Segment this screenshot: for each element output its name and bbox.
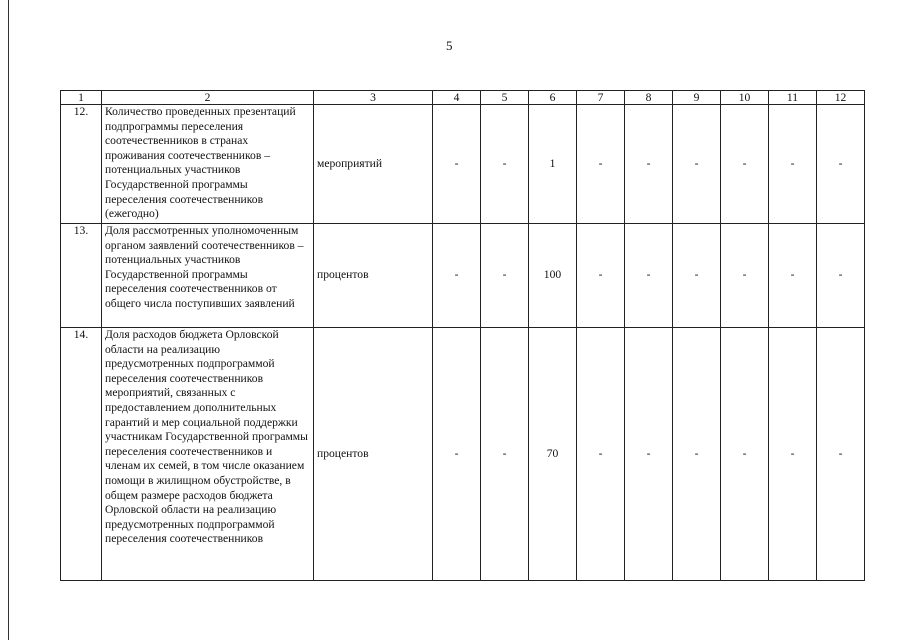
column-header: 10 (721, 91, 769, 105)
unit-cell: процентов (314, 328, 433, 581)
value-cell: - (481, 328, 529, 581)
row-number: 13. (61, 224, 102, 328)
page-number: 5 (446, 38, 453, 53)
column-header: 8 (625, 91, 673, 105)
value-cell: - (625, 224, 673, 328)
value-cell: - (433, 328, 481, 581)
table-row (61, 328, 865, 581)
column-header: 4 (433, 91, 481, 105)
column-header: 2 (102, 91, 314, 105)
indicator-description: Доля рассмотренных уполномоченным органом заявлений соотечественников – потенциальных участников Государственной программы переселения соотечественников от общего числа поступивших заявлений (102, 224, 314, 328)
indicator-description: Доля расходов бюджета Орловской области на реализацию предусмотренных подпрограммой переселения соотечественников мероприятий, связанных с предоставлением дополнительных гарантий и мер социальной поддержки участникам Государственной программы переселения соотечественников и членам их семей, в том числе оказанием помощи в жилищном обустройстве, в общем размере расходов бюджета Орловской области на реализацию предусмотренных подпрограммой переселения соотечественников (102, 328, 314, 581)
unit-cell: процентов (314, 224, 433, 328)
indicators-table (60, 90, 865, 581)
value-cell: - (433, 105, 481, 224)
value-cell: - (673, 328, 721, 581)
value-cell: - (721, 105, 769, 224)
column-header: 6 (529, 91, 577, 105)
unit-cell: мероприятий (314, 105, 433, 224)
value-cell: - (433, 224, 481, 328)
column-header: 3 (314, 91, 433, 105)
value-cell: 1 (529, 105, 577, 224)
value-cell: - (817, 328, 865, 581)
table-row (61, 224, 865, 328)
value-cell: - (769, 224, 817, 328)
value-cell: - (673, 224, 721, 328)
value-cell: - (769, 328, 817, 581)
column-header: 5 (481, 91, 529, 105)
row-number: 14. (61, 328, 102, 581)
value-cell: - (481, 224, 529, 328)
value-cell: - (721, 224, 769, 328)
row-number: 12. (61, 105, 102, 224)
column-header: 12 (817, 91, 865, 105)
value-cell: - (625, 328, 673, 581)
column-number-row (61, 91, 865, 105)
value-cell: - (769, 105, 817, 224)
value-cell: - (673, 105, 721, 224)
column-header: 7 (577, 91, 625, 105)
value-cell: - (481, 105, 529, 224)
column-header: 9 (673, 91, 721, 105)
value-cell: - (577, 224, 625, 328)
value-cell: 70 (529, 328, 577, 581)
value-cell: 100 (529, 224, 577, 328)
value-cell: - (625, 105, 673, 224)
value-cell: - (817, 105, 865, 224)
value-cell: - (817, 224, 865, 328)
left-margin-rule (8, 0, 9, 640)
value-cell: - (577, 328, 625, 581)
indicator-description: Количество проведенных презентаций подпрограммы переселения соотечественников в странах проживания соотечественников – потенциальных участников Государственной программы переселения соотечественников (ежегодно) (102, 105, 314, 224)
column-header: 1 (61, 91, 102, 105)
table-row (61, 105, 865, 224)
value-cell: - (577, 105, 625, 224)
column-header: 11 (769, 91, 817, 105)
value-cell: - (721, 328, 769, 581)
